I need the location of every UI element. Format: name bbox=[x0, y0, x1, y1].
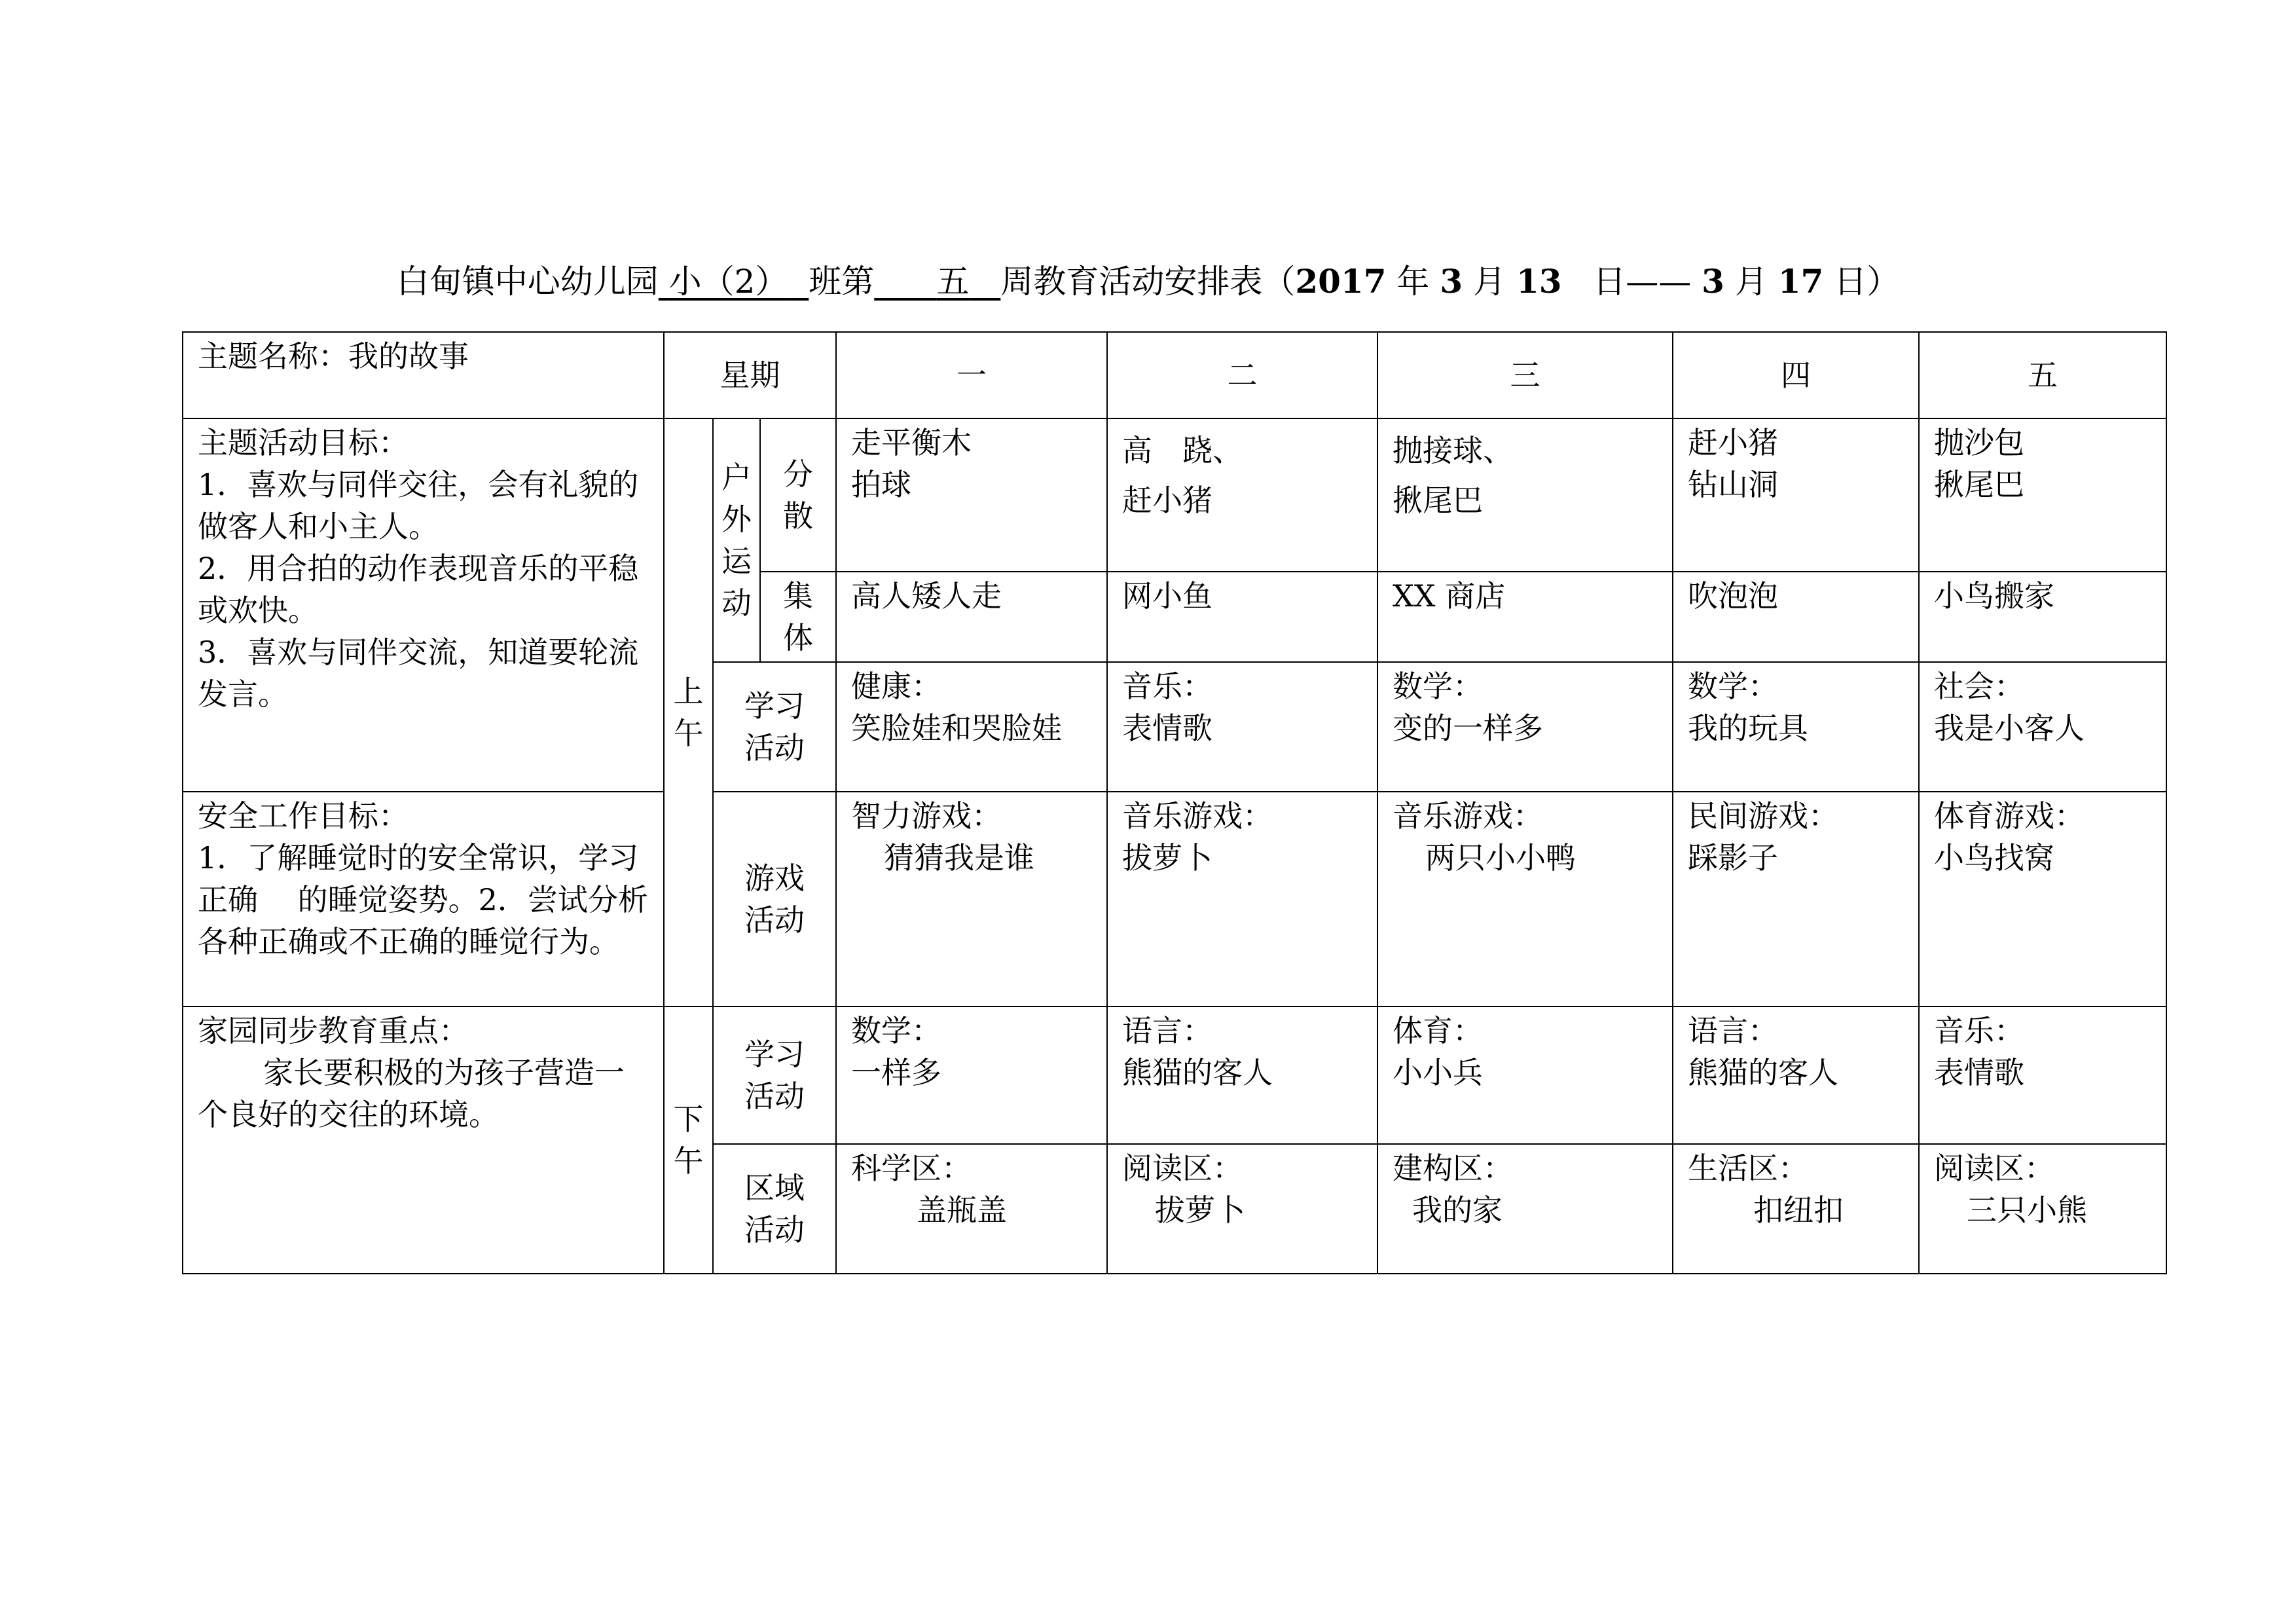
cell-group-2: 网小鱼 bbox=[1107, 572, 1377, 662]
weekday-label: 星期 bbox=[664, 332, 836, 418]
goal-item: 3．喜欢与同伴交流，知道要轮流发言。 bbox=[198, 635, 639, 712]
theme-goals bbox=[183, 418, 664, 792]
area-label: 区域 活动 bbox=[713, 1144, 836, 1274]
cell-scattered-2: 高 跷、 赶小猪 bbox=[1107, 418, 1377, 572]
day-header-5: 五 bbox=[1919, 332, 2166, 418]
title-start-day: 13 bbox=[1516, 262, 1562, 301]
title-class-name: 小（2） bbox=[668, 263, 788, 301]
title-end-month: 3 bbox=[1702, 262, 1724, 301]
day-header-1: 一 bbox=[836, 332, 1107, 418]
title-suffix: 周教育活动安排表（ bbox=[1000, 263, 1296, 301]
cell-group-4: 吹泡泡 bbox=[1673, 572, 1919, 662]
cell-scattered-5: 抛沙包 揪尾巴 bbox=[1919, 418, 2166, 572]
title-week: 五 bbox=[936, 263, 970, 301]
cell-am-study-5: 社会： 我是小客人 bbox=[1919, 662, 2166, 792]
cell-am-study-1: 健康： 笑脸娃和哭脸娃 bbox=[836, 662, 1107, 792]
cell-game-1: 智力游戏： 猜猜我是谁 bbox=[836, 792, 1107, 1006]
cell-area-1: 科学区： 盖瓶盖 bbox=[836, 1144, 1107, 1274]
cell-area-4: 生活区： 扣纽扣 bbox=[1673, 1144, 1919, 1274]
title-year-unit: 年 bbox=[1396, 263, 1430, 301]
cell-pm-study-2: 语言： 熊猫的客人 bbox=[1107, 1006, 1377, 1144]
cell-game-3: 音乐游戏： 两只小小鸭 bbox=[1377, 792, 1673, 1006]
title-prefix: 白甸镇中心幼儿园 bbox=[396, 263, 659, 301]
cell-group-5: 小鸟搬家 bbox=[1919, 572, 2166, 662]
theme-name: 主题名称：我的故事 bbox=[183, 332, 664, 418]
cell-am-study-2: 音乐： 表情歌 bbox=[1107, 662, 1377, 792]
cell-area-3: 建构区： 我的家 bbox=[1377, 1144, 1673, 1274]
home-school-focus bbox=[183, 1006, 664, 1274]
cell-am-study-3: 数学： 变的一样多 bbox=[1377, 662, 1673, 792]
goals-title: 主题活动目标： bbox=[198, 425, 409, 460]
title-day-unit: 日—— bbox=[1593, 263, 1692, 301]
cell-scattered-3: 抛接球、 揪尾巴 bbox=[1377, 418, 1673, 572]
title-year: 2017 bbox=[1295, 262, 1387, 301]
home-text: 家长要积极的为孩子营造一个良好的交往的环境。 bbox=[198, 1055, 625, 1132]
cell-pm-study-1: 数学： 一样多 bbox=[836, 1006, 1107, 1144]
row-game bbox=[183, 792, 2166, 1006]
scattered-label: 分 散 bbox=[760, 418, 836, 572]
goal-item: 1．喜欢与同伴交往，会有礼貌的做客人和小主人。 bbox=[198, 467, 639, 544]
page-title bbox=[0, 259, 2296, 304]
row-pm-study bbox=[183, 1006, 2166, 1144]
safety-goals bbox=[183, 792, 664, 1006]
header-row bbox=[183, 332, 2166, 418]
day-header-3: 三 bbox=[1377, 332, 1673, 418]
cell-group-1: 高人矮人走 bbox=[836, 572, 1107, 662]
weekly-plan-table bbox=[182, 331, 2167, 1274]
morning-label: 上 午 bbox=[664, 418, 713, 1006]
safety-text: 1．了解睡觉时的安全常识，学习正确 的睡觉姿势。2．尝试分析各种正确或不正确的睡觉行为。 bbox=[198, 840, 648, 959]
title-class-suffix: 班第 bbox=[809, 263, 875, 301]
row-outdoor-scattered bbox=[183, 418, 2166, 572]
cell-game-4: 民间游戏： 踩影子 bbox=[1673, 792, 1919, 1006]
afternoon-label: 下 午 bbox=[664, 1006, 713, 1274]
cell-pm-study-5: 音乐： 表情歌 bbox=[1919, 1006, 2166, 1144]
cell-pm-study-3: 体育： 小小兵 bbox=[1377, 1006, 1673, 1144]
outdoor-label: 户 外 运 动 bbox=[713, 418, 760, 662]
cell-area-2: 阅读区： 拔萝卜 bbox=[1107, 1144, 1377, 1274]
game-label: 游戏 活动 bbox=[713, 792, 836, 1006]
safety-title: 安全工作目标： bbox=[198, 798, 409, 834]
goal-item: 2．用合拍的动作表现音乐的平稳或欢快。 bbox=[198, 551, 639, 628]
cell-area-5: 阅读区： 三只小熊 bbox=[1919, 1144, 2166, 1274]
cell-pm-study-4: 语言： 熊猫的客人 bbox=[1673, 1006, 1919, 1144]
cell-game-2: 音乐游戏： 拔萝卜 bbox=[1107, 792, 1377, 1006]
pm-study-label: 学习 活动 bbox=[713, 1006, 836, 1144]
title-end-day: 17 bbox=[1777, 262, 1824, 301]
am-study-label: 学习 活动 bbox=[713, 662, 836, 792]
cell-am-study-4: 数学： 我的玩具 bbox=[1673, 662, 1919, 792]
title-month-unit: 月 bbox=[1473, 263, 1506, 301]
cell-group-3: XX 商店 bbox=[1377, 572, 1673, 662]
group-label: 集 体 bbox=[760, 572, 836, 662]
cell-scattered-1: 走平衡木 拍球 bbox=[836, 418, 1107, 572]
cell-scattered-4: 赶小猪 钻山洞 bbox=[1673, 418, 1919, 572]
home-title: 家园同步教育重点： bbox=[198, 1013, 469, 1048]
day-header-4: 四 bbox=[1673, 332, 1919, 418]
cell-game-5: 体育游戏： 小鸟找窝 bbox=[1919, 792, 2166, 1006]
title-start-month: 3 bbox=[1440, 262, 1463, 301]
title-closing: 日） bbox=[1834, 263, 1900, 301]
day-header-2: 二 bbox=[1107, 332, 1377, 418]
title-end-month-unit: 月 bbox=[1734, 263, 1768, 301]
